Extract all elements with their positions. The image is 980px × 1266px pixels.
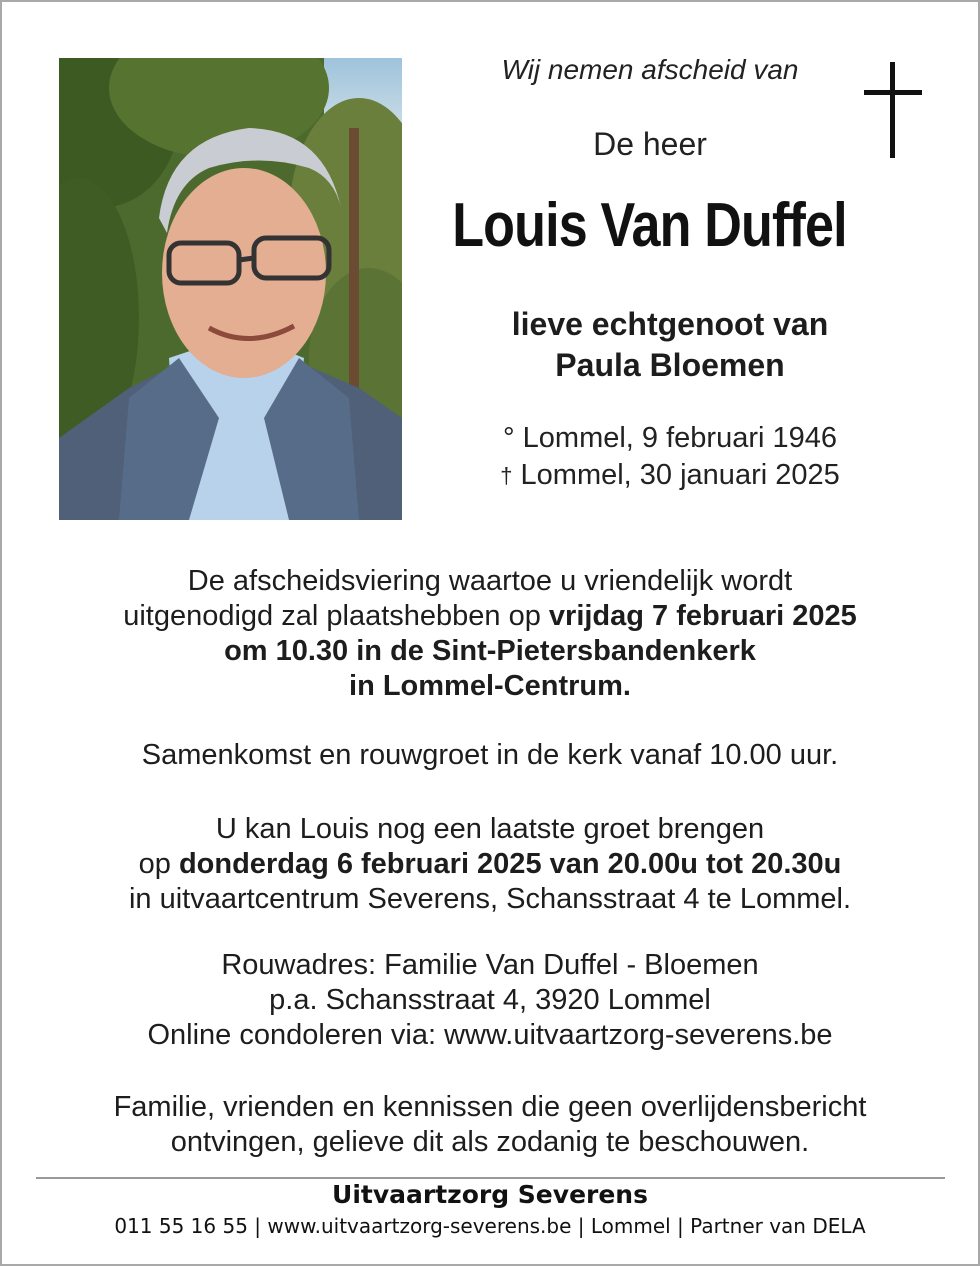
ceremony-line-3: [20, 634, 960, 669]
visitation-line-2: [20, 847, 960, 882]
ceremony-block: [20, 564, 960, 704]
cross-icon: [864, 62, 922, 158]
address-block: [20, 948, 960, 1053]
visitation-line-2-prefix: op: [138, 848, 179, 880]
ceremony-line-2: [20, 599, 960, 634]
ceremony-date: vrijdag 7 februari 2025: [548, 600, 857, 632]
spouse-name: Paula Bloemen: [555, 347, 785, 383]
honorific: De heer: [593, 126, 707, 162]
ceremony-line-4: [20, 669, 960, 704]
footer-divider: [36, 1177, 945, 1179]
dagger-icon: †: [500, 463, 513, 488]
address-line-1: Rouwadres: Familie Van Duffel - Bloemen: [221, 949, 759, 981]
deceased-name: Louis Van Duffel: [452, 191, 847, 260]
ceremony-line-1: De afscheidsviering waartoe u vriendelijk wordt: [187, 565, 793, 597]
portrait-photo: [59, 58, 402, 520]
ceremony-time-place: om 10.30 in de Sint-Pietersbandenkerk: [224, 635, 756, 667]
condolence-link[interactable]: Online condoleren via: www.uitvaartzorg-severens.be: [147, 1019, 833, 1051]
death-line: [440, 457, 900, 495]
death-date: Lommel, 30 januari 2025: [512, 459, 840, 491]
funeral-home-contact[interactable]: 011 55 16 55 | www.uitvaartzorg-severens.be | Lommel | Partner van DELA: [114, 1214, 866, 1238]
visitation-datetime: donderdag 6 februari 2025 van 20.00u tot 20.30u: [178, 848, 842, 880]
funeral-home-name: Uitvaartzorg Severens: [332, 1180, 648, 1209]
closing-block: [20, 1090, 960, 1160]
visitation-block: [20, 812, 960, 917]
birth-date: ° Lommel, 9 februari 1946: [503, 422, 837, 454]
dates-block: [440, 420, 900, 495]
ceremony-line-2-prefix: uitgenodigd zal plaatshebben op: [123, 600, 549, 632]
intro-text: Wij nemen afscheid van: [501, 54, 799, 85]
ceremony-location: in Lommel-Centrum.: [349, 670, 631, 702]
gathering-text: Samenkomst en rouwgroet in de kerk vanaf 10.00 uur.: [141, 739, 839, 771]
spouse-block: [440, 304, 900, 386]
visitation-line-1: U kan Louis nog een laatste groet brengen: [215, 813, 765, 845]
visitation-line-3: in uitvaartcentrum Severens, Schansstraat 4 te Lommel.: [128, 883, 852, 915]
closing-line-1: Familie, vrienden en kennissen die geen overlijdensbericht: [113, 1091, 867, 1123]
closing-line-2: ontvingen, gelieve dit als zodanig te beschouwen.: [170, 1126, 810, 1158]
address-line-2: p.a. Schansstraat 4, 3920 Lommel: [269, 984, 711, 1016]
spouse-line-1: lieve echtgenoot van: [511, 306, 829, 342]
